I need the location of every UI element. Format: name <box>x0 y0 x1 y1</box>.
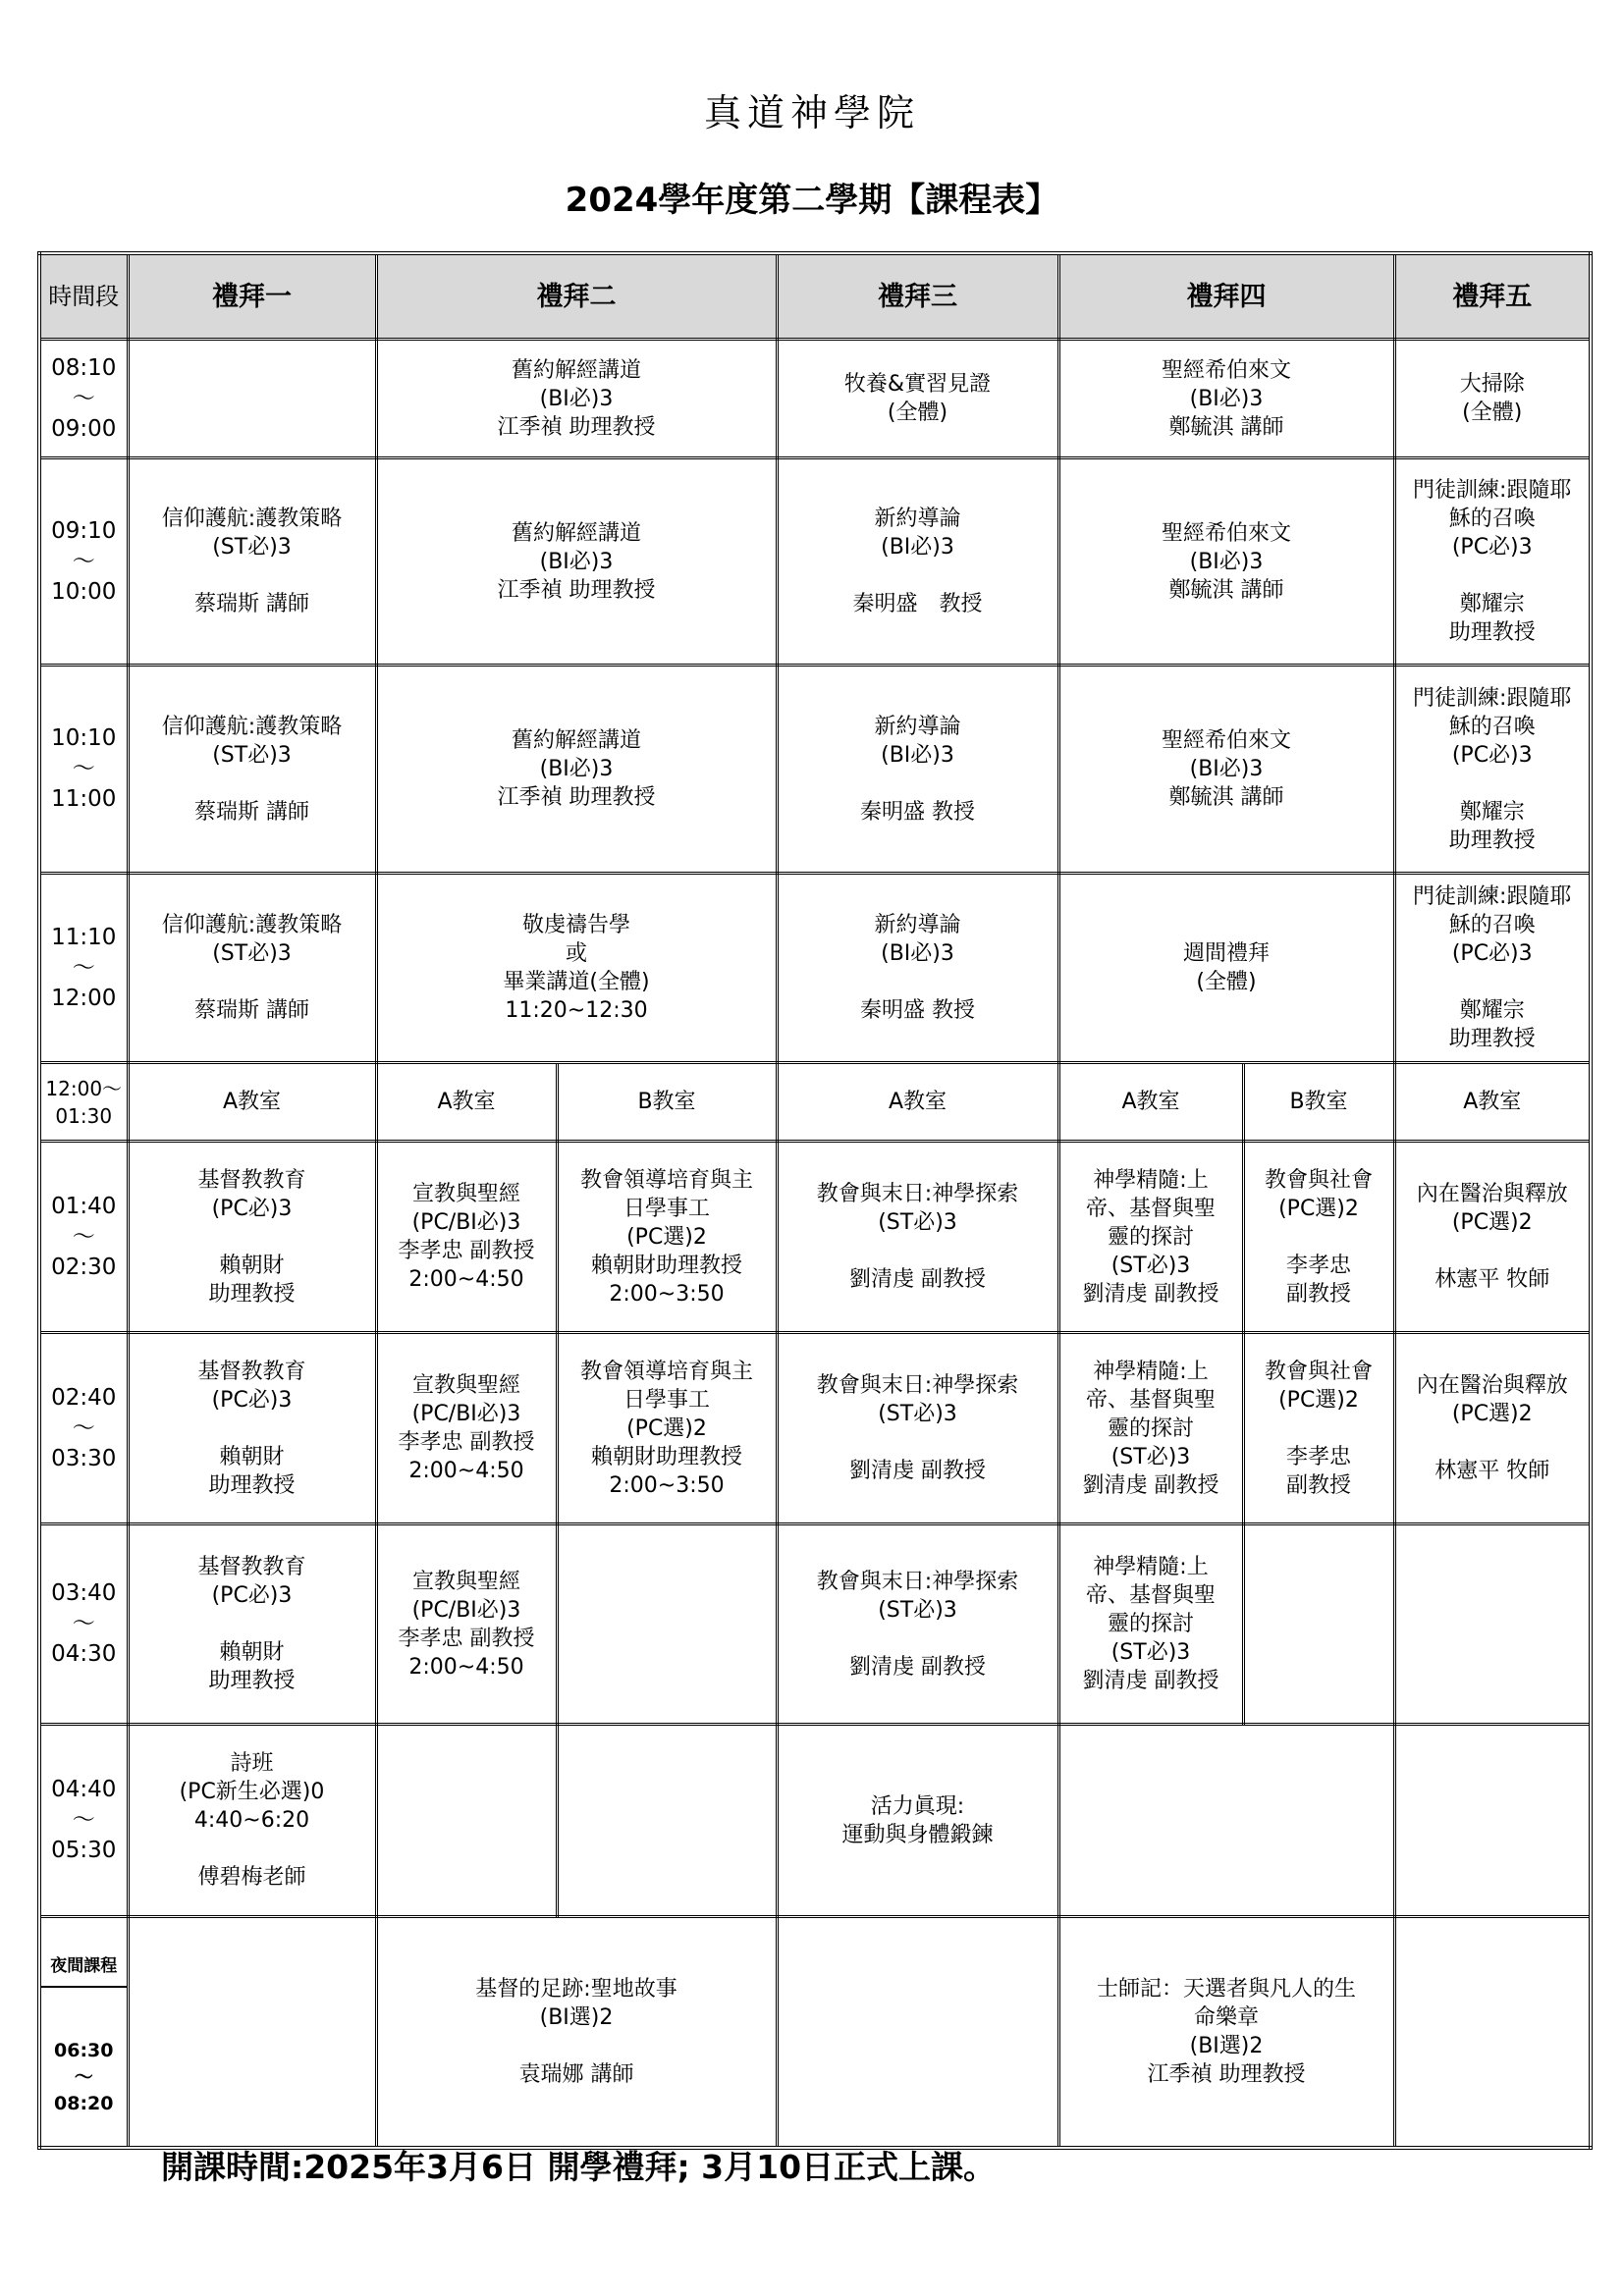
night-time-slot <box>39 1917 128 2149</box>
period-row <box>39 1142 1591 1333</box>
start-date-note: 開課時間:2025年3月6日 開學禮拜; 3月10日正式上課。 <box>161 2148 997 2186</box>
course-cell: 舊約解經講道 (BI必)3 江季禎 助理教授 <box>376 340 777 458</box>
course-cell: 舊約解經講道 (BI必)3 江季禎 助理教授 <box>376 666 777 874</box>
course-cell: 教會與社會 (PC選)2 李孝忠 副教授 <box>1243 1333 1394 1524</box>
course-cell: 敬虔禱告學 或 畢業講道(全體) 11:20~12:30 <box>376 874 777 1063</box>
course-cell <box>1394 1524 1591 1725</box>
course-cell: 新約導論 (BI必)3 秦明盛 教授 <box>777 458 1058 666</box>
night-row <box>39 1917 1591 2149</box>
time-slot: 03:40 ～ 04:30 <box>39 1524 128 1725</box>
time-slot: 08:10 ～ 09:00 <box>39 340 128 458</box>
course-cell: 牧養&實習見證 (全體) <box>777 340 1058 458</box>
course-cell: 詩班 (PC新生必選)0 4:40~6:20 傅碧梅老師 <box>128 1725 376 1917</box>
course-cell: 神學精隨:上 帝、基督與聖 靈的探討 (ST必)3 劉清虔 副教授 <box>1058 1524 1243 1725</box>
column-header-thursday: 禮拜四 <box>1058 253 1394 340</box>
time-slot: 01:40 ～ 02:30 <box>39 1142 128 1333</box>
course-cell <box>1243 1524 1394 1725</box>
column-header-friday: 禮拜五 <box>1394 253 1591 340</box>
course-cell: 活力眞現: 運動與身體鍛鍊 <box>777 1725 1058 1917</box>
period-row <box>39 666 1591 874</box>
night-course-label: 夜間課程 <box>41 1947 127 1988</box>
course-cell <box>777 1917 1058 2149</box>
course-cell: 新約導論 (BI必)3 秦明盛 教授 <box>777 874 1058 1063</box>
column-header-monday: 禮拜一 <box>128 253 376 340</box>
course-cell: 教會領導培育與主 日學事工 (PC選)2 賴朝財助理教授 2:00~3:50 <box>557 1333 777 1524</box>
course-cell: 聖經希伯來文 (BI必)3 鄭毓淇 講師 <box>1058 666 1394 874</box>
course-cell: 教會與末日:神學探索 (ST必)3 劉清虔 副教授 <box>777 1142 1058 1333</box>
time-slot: 12:00～ 01:30 <box>39 1063 128 1142</box>
time-slot: 10:10 ～ 11:00 <box>39 666 128 874</box>
column-header-wednesday: 禮拜三 <box>777 253 1058 340</box>
time-slot: 11:10 ～ 12:00 <box>39 874 128 1063</box>
time-slot: 04:40 ～ 05:30 <box>39 1725 128 1917</box>
period-row <box>39 874 1591 1063</box>
period-row <box>39 340 1591 458</box>
course-cell: 大掃除 (全體) <box>1394 340 1591 458</box>
course-cell: 士師記：天選者與凡人的生 命樂章 (BI選)2 江季禎 助理教授 <box>1058 1917 1394 2149</box>
course-cell: 信仰護航:護教策略 (ST必)3 蔡瑞斯 講師 <box>128 874 376 1063</box>
course-cell: 神學精隨:上 帝、基督與聖 靈的探討 (ST必)3 劉清虔 副教授 <box>1058 1142 1243 1333</box>
header-row <box>39 253 1591 340</box>
course-cell: 宣教與聖經 (PC/BI必)3 李孝忠 副教授 2:00~4:50 <box>376 1142 557 1333</box>
course-cell: 內在醫治與釋放 (PC選)2 林憲平 牧師 <box>1394 1333 1591 1524</box>
course-cell <box>376 1725 557 1917</box>
course-cell: 基督教教育 (PC必)3 賴朝財 助理教授 <box>128 1524 376 1725</box>
course-cell: 內在醫治與釋放 (PC選)2 林憲平 牧師 <box>1394 1142 1591 1333</box>
course-cell: 教會與末日:神學探索 (ST必)3 劉清虔 副教授 <box>777 1333 1058 1524</box>
course-cell: 教會領導培育與主 日學事工 (PC選)2 賴朝財助理教授 2:00~3:50 <box>557 1142 777 1333</box>
time-slot: 09:10 ～ 10:00 <box>39 458 128 666</box>
lunch-row <box>39 1063 1591 1142</box>
course-cell: 聖經希伯來文 (BI必)3 鄭毓淇 講師 <box>1058 458 1394 666</box>
period-row <box>39 1333 1591 1524</box>
course-cell <box>557 1524 777 1725</box>
course-cell: 週間禮拜 (全體) <box>1058 874 1394 1063</box>
course-cell: 門徒訓練:跟隨耶 穌的召喚 (PC必)3 鄭耀宗 助理教授 <box>1394 666 1591 874</box>
classroom-cell: B教室 <box>1243 1063 1394 1142</box>
course-cell: 教會與社會 (PC選)2 李孝忠 副教授 <box>1243 1142 1394 1333</box>
course-cell: 基督的足跡:聖地故事 (BI選)2 袁瑞娜 講師 <box>376 1917 777 2149</box>
course-cell <box>128 340 376 458</box>
course-cell: 舊約解經講道 (BI必)3 江季禎 助理教授 <box>376 458 777 666</box>
course-cell <box>1394 1725 1591 1917</box>
classroom-cell: A教室 <box>376 1063 557 1142</box>
course-cell: 基督教教育 (PC必)3 賴朝財 助理教授 <box>128 1333 376 1524</box>
schedule-table <box>37 251 1593 2150</box>
course-cell: 神學精隨:上 帝、基督與聖 靈的探討 (ST必)3 劉清虔 副教授 <box>1058 1333 1243 1524</box>
period-row <box>39 1725 1591 1917</box>
course-cell: 教會與末日:神學探索 (ST必)3 劉清虔 副教授 <box>777 1524 1058 1725</box>
classroom-cell: A教室 <box>1394 1063 1591 1142</box>
period-row <box>39 1524 1591 1725</box>
course-cell: 宣教與聖經 (PC/BI必)3 李孝忠 副教授 2:00~4:50 <box>376 1524 557 1725</box>
time-slot: 06:30 ～ 08:20 <box>54 2040 114 2114</box>
course-cell: 聖經希伯來文 (BI必)3 鄭毓淇 講師 <box>1058 340 1394 458</box>
course-cell: 門徒訓練:跟隨耶 穌的召喚 (PC必)3 鄭耀宗 助理教授 <box>1394 458 1591 666</box>
classroom-cell: A教室 <box>777 1063 1058 1142</box>
course-cell: 基督教教育 (PC必)3 賴朝財 助理教授 <box>128 1142 376 1333</box>
course-cell <box>557 1725 777 1917</box>
classroom-cell: B教室 <box>557 1063 777 1142</box>
time-slot: 02:40 ～ 03:30 <box>39 1333 128 1524</box>
course-cell: 信仰護航:護教策略 (ST必)3 蔡瑞斯 講師 <box>128 458 376 666</box>
classroom-cell: A教室 <box>1058 1063 1243 1142</box>
course-cell: 新約導論 (BI必)3 秦明盛 教授 <box>777 666 1058 874</box>
column-header-time: 時間段 <box>39 253 128 340</box>
school-name: 真道神學院 <box>703 91 920 134</box>
course-cell <box>128 1917 376 2149</box>
course-cell: 門徒訓練:跟隨耶 穌的召喚 (PC必)3 鄭耀宗 助理教授 <box>1394 874 1591 1063</box>
course-cell <box>1394 1917 1591 2149</box>
course-cell: 信仰護航:護教策略 (ST必)3 蔡瑞斯 講師 <box>128 666 376 874</box>
term-title: 2024學年度第二學期【課程表】 <box>565 181 1059 220</box>
course-cell: 宣教與聖經 (PC/BI必)3 李孝忠 副教授 2:00~4:50 <box>376 1333 557 1524</box>
period-row <box>39 458 1591 666</box>
course-cell <box>1058 1725 1394 1917</box>
classroom-cell: A教室 <box>128 1063 376 1142</box>
column-header-tuesday: 禮拜二 <box>376 253 777 340</box>
